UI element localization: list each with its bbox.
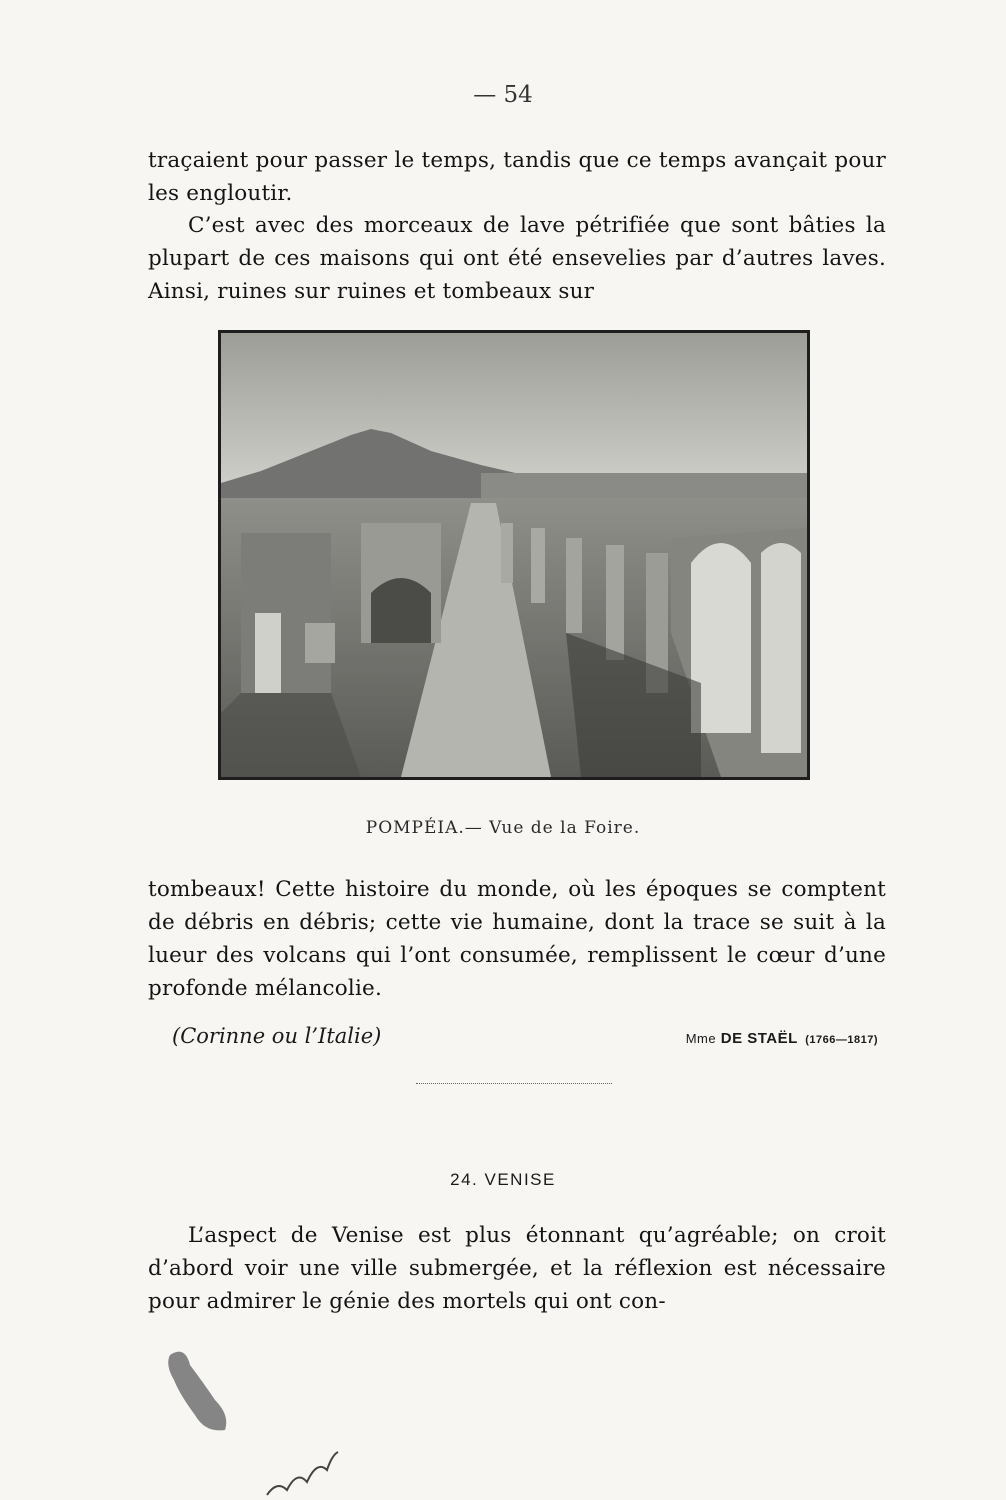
paragraph-venice: L’aspect de Venise est plus étonnant qu’agréable; on croit d’abord voir une ville submergée, et la réflexion est nécessaire pour admirer le génie des mortels qui ont con-	[148, 1223, 886, 1314]
citation-author	[686, 1030, 878, 1047]
page-number: — 54	[473, 82, 533, 108]
author-years: (1766—1817)	[805, 1034, 878, 1046]
author-name: DE STAËL	[720, 1030, 798, 1047]
author-prefix: Mme	[685, 1031, 717, 1046]
section-title: 24. VENISE	[450, 1170, 556, 1189]
ink-smudge	[160, 1345, 240, 1435]
pompeii-forum-illustration	[221, 333, 807, 777]
citation-source: (Corinne ou l’Italie)	[172, 1024, 382, 1048]
pen-scribble	[262, 1440, 342, 1500]
paragraph-tombs: tombeaux! Cette histoire du monde, où les époques se comptent de débris en débris; cette vie humaine, dont la trace se suit à la lueur des volcans qui l’ont consumée, remplissent le cœur d’une profonde mélancolie.	[148, 877, 886, 1001]
figure-caption: POMPÉIA.— Vue de la Foire.	[365, 818, 641, 838]
section-divider	[416, 1083, 612, 1084]
paragraph-continuation: traçaient pour passer le temps, tandis que ce temps avançait pour les engloutir.	[148, 148, 886, 206]
pompeii-photograph	[218, 330, 810, 780]
paragraph-lava: C’est avec des morceaux de lave pétrifiée que sont bâties la plupart de ces maisons qui ont été ensevelies par d’autres laves. Ainsi, ruines sur ruines et tombeaux sur	[148, 213, 886, 304]
